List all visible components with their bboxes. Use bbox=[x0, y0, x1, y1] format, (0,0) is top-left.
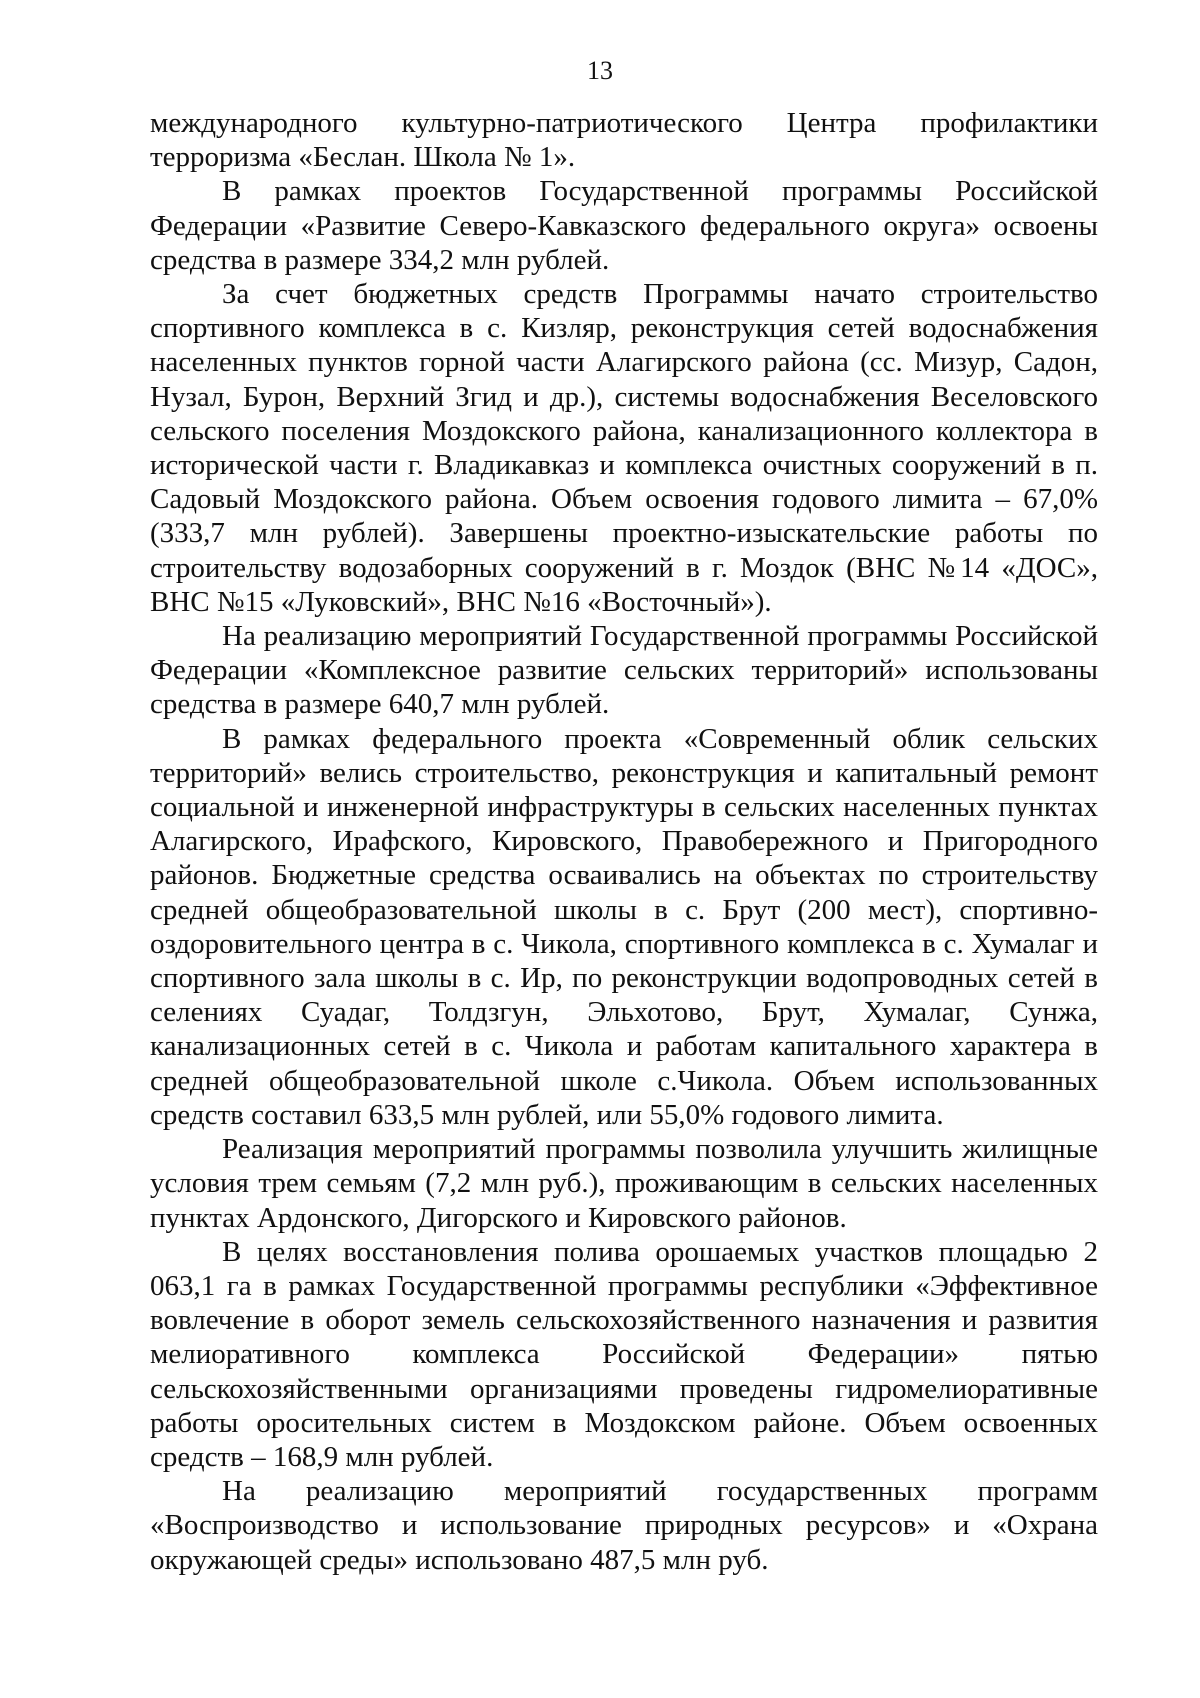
paragraph-continuation: международного культурно-патриотического Центра профилактики терроризма «Беслан. Школа № 1». bbox=[150, 107, 1098, 174]
paragraph-housing-conditions: Реализация мероприятий программы позволила улучшить жилищные условия трем семьям (7,2 млн руб.), проживающим в сельских населенных пунктах Ардонского, Дигорского и Кировского районов. bbox=[150, 1133, 1098, 1234]
paragraph-north-caucasus-program: В рамках проектов Государственной программы Российской Федерации «Развитие Северо-Кавказского федерального округа» освоены средства в размере 334,2 млн рублей. bbox=[150, 175, 1098, 276]
paragraph-natural-resources: На реализацию мероприятий государственных программ «Воспроизводство и использование природных ресурсов» и «Охрана окружающей среды» использовано 487,5 млн руб. bbox=[150, 1475, 1098, 1576]
document-body bbox=[150, 106, 1098, 1577]
paragraph-rural-development-program: На реализацию мероприятий Государственной программы Российской Федерации «Комплексное развитие сельских территорий» использованы средства в размере 640,7 млн рублей. bbox=[150, 620, 1098, 721]
paragraph-irrigation: В целях восстановления полива орошаемых участков площадью 2 063,1 га в рамках Государственной программы республики «Эффективное вовлечение в оборот земель сельскохозяйственного назначения и развития мелиоративного комплекса Российской Федерации» пятью сельскохозяйственными организациями проведены гидромелиоративные работы оросительных систем в Моздокском районе. Объем освоенных средств – 168,9 млн рублей. bbox=[150, 1235, 1098, 1473]
page-number: 13 bbox=[587, 56, 613, 85]
paragraph-rural-territories-project: В рамках федерального проекта «Современный облик сельских территорий» велись строительство, реконструкция и капитальный ремонт социальной и инженерной инфраструктуры в сельских населенных пунктах Алагирского, Ирафского, Кировского, Правобережного и Пригородного районов. Бюджетные средства осваивались на объектах по строительству средней общеобразовательной школы в с. Брут (200 мест), спортивно-оздоровительного центра в с. Чикола, спортивного комплекса в с. Хумалаг и спортивного зала школы в с. Ир, по реконструкции водопроводных сетей в селениях Суадаг, Толдзгун, Эльхотово, Брут, Хумалаг, Сунжа, канализационных сетей в с. Чикола и работам капитального характера в средней общеобразовательной школе с.Чикола. Объем использованных средств составил 633,5 млн рублей, или 55,0% годового лимита. bbox=[150, 722, 1098, 1131]
paragraph-water-supply-construction: За счет бюджетных средств Программы начато строительство спортивного комплекса в с. Кизляр, реконструкция сетей водоснабжения населенных пунктов горной части Алагирского района (сс. Мизур, Садон, Нузал, Бурон, Верхний Згид и др.), системы водоснабжения Веселовского сельского поселения Моздокского района, канализационного коллектора в исторической части г. Владикавказ и комплекса очистных сооружений в п. Садовый Моздокского района. Объем освоения годового лимита – 67,0% (333,7 млн рублей). Завершены проектно-изыскательские работы по строительству водозаборных сооружений в г. Моздок (ВНС №14 «ДОС», ВНС №15 «Луковский», ВНС №16 «Восточный»). bbox=[150, 278, 1098, 618]
